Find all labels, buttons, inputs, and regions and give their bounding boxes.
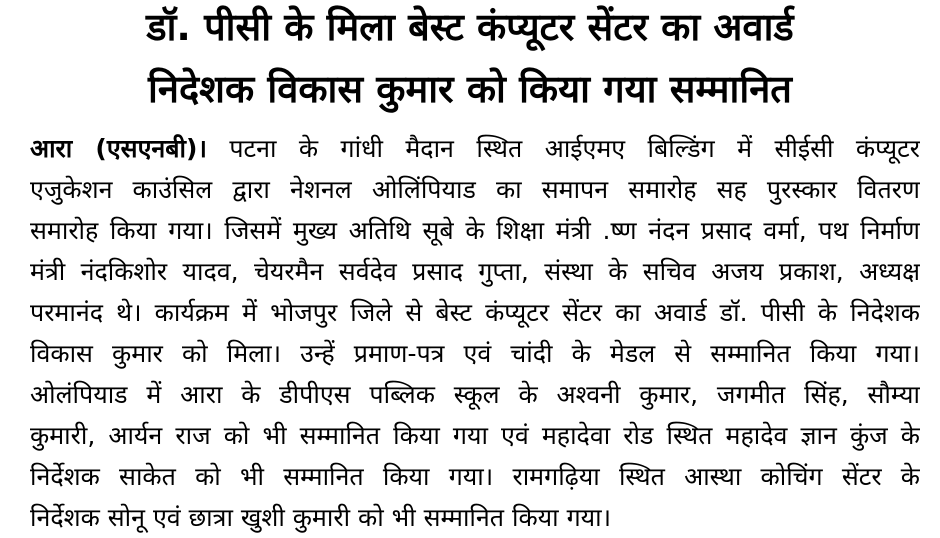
article-line-text: पटना के गांधी मैदान स्थित आईएमए बिल्डिंग में सीईसी कंप्यूटर — [206, 134, 920, 163]
article-line: कुमारी, आर्यन राज को भी सम्मानित किया गया एवं महादेवा रोड स्थित महादेव ज्ञान कुंज के — [30, 421, 920, 450]
article-line: विकास कुमार को मिला। उन्हें प्रमाण-पत्र एवं चांदी के मेडल से सम्मानित किया गया। — [30, 339, 920, 368]
article-line: निर्देशक साकेत को भी सम्मानित किया गया। रामगढ़िया स्थित आस्था कोचिंग सेंटर के — [30, 462, 920, 491]
headline-line-2: निदेशक विकास कुमार को किया गया सम्मानित — [148, 67, 792, 111]
article-body — [30, 128, 920, 538]
headline-line-1: डॉ. पीसी के मिला बेस्ट कंप्यूटर सेंटर का अवार्ड — [146, 5, 794, 49]
article-line: मंत्री नंदकिशोर यादव, चेयरमैन सर्वदेव प्रसाद गुप्ता, संस्था के सचिव अजय प्रकाश, अध्यक्ष — [30, 257, 920, 286]
article-line — [30, 128, 920, 169]
article-line: ओलंपियाड में आरा के डीपीएस पब्लिक स्कूल के अश्वनी कुमार, जगमीत सिंह, सौम्या — [30, 380, 920, 409]
dateline: आरा (एसएनबी)। — [30, 134, 207, 163]
article-line: निर्देशक सोनू एवं छात्रा खुशी कुमारी को भी सम्मानित किया गया। — [30, 503, 612, 532]
article-line: समारोह किया गया। जिसमें मुख्य अतिथि सूबे के शिक्षा मंत्री .ष्ण नंदन प्रसाद वर्मा, पथ निर्माण — [30, 216, 920, 245]
article-line: परमानंद थे। कार्यक्रम में भोजपुर जिले से बेस्ट कंप्यूटर सेंटर का अवार्ड डॉ. पीसी के निदेशक — [30, 298, 920, 327]
article-line: एजुकेशन काउंसिल द्वारा नेशनल ओलिंपियाड का समापन समारोह सह पुरस्कार वितरण — [30, 175, 920, 204]
